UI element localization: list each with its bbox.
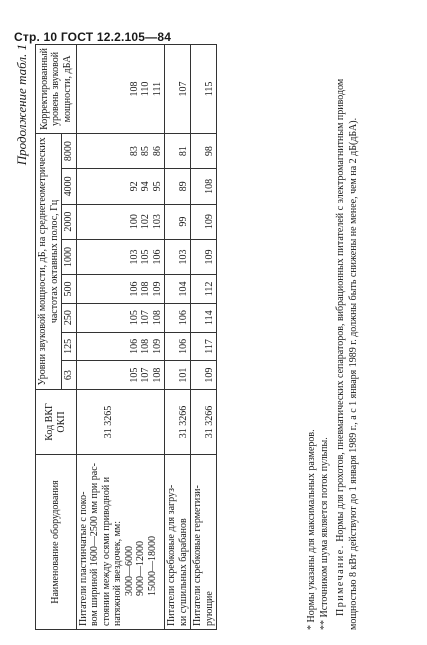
name-line: Питатели пластинчатые с поко- <box>77 491 89 626</box>
name-line: Питатели скребковые герметизи- <box>192 485 203 626</box>
value: 107 <box>140 367 151 383</box>
freq-header: 2000 <box>62 204 77 239</box>
value: 106 <box>128 281 140 297</box>
value: 108 <box>151 367 163 383</box>
value: 86 <box>151 146 163 157</box>
value: 108 <box>140 281 151 297</box>
col-header-corrected: Корректированный уровень звуковой мощности, дБА <box>36 45 77 134</box>
value-cell <box>76 332 165 361</box>
freq-header: 63 <box>62 361 77 390</box>
name-line: 15000—18000 <box>146 536 158 596</box>
value: 105 <box>140 249 151 265</box>
value: 109 <box>151 281 163 297</box>
name-line: стоянии между осями приводной и <box>100 476 112 626</box>
table-row <box>76 45 165 630</box>
value: 100 <box>128 214 140 230</box>
freq-header: 8000 <box>62 133 77 168</box>
name-line: вом шириной 1600—2500 мм при рас- <box>89 463 100 626</box>
value-cell <box>76 204 165 239</box>
name-line: натяжной звездочек, мм: <box>112 520 123 626</box>
noise-norms-table <box>35 44 217 630</box>
value: 85 <box>140 146 151 157</box>
value: 103 <box>151 214 163 230</box>
code-cell: 31 3265 <box>76 390 165 455</box>
value-cell <box>76 169 165 204</box>
table-continuation-label: Продолжение табл. 1 <box>14 44 29 166</box>
corrected-cell: 107 <box>165 45 191 134</box>
freq-header: 500 <box>62 275 77 304</box>
value-cell <box>76 239 165 274</box>
value-cell: 106 <box>165 303 191 332</box>
value: 103 <box>128 249 140 265</box>
footnote-1: * Нормы указаны для максимальных размеров. <box>306 429 317 630</box>
value: 108 <box>128 81 140 97</box>
value-cell: 112 <box>191 275 217 304</box>
value-cell: 108 <box>191 169 217 204</box>
table-row <box>165 45 191 630</box>
value-cell: 104 <box>165 275 191 304</box>
value: 110 <box>140 81 151 97</box>
col-header-code: Код ВКГ ОКП <box>36 390 77 455</box>
value-cell <box>76 275 165 304</box>
value-cell: 106 <box>165 332 191 361</box>
value-cell: 109 <box>191 204 217 239</box>
value-cell: 109 <box>191 239 217 274</box>
footnotes <box>306 44 360 630</box>
freq-header: 125 <box>62 332 77 361</box>
value-cell <box>76 133 165 168</box>
value-cell: 103 <box>165 239 191 274</box>
value: 95 <box>151 181 163 192</box>
value: 102 <box>140 214 151 230</box>
value: 108 <box>151 310 163 326</box>
value: 105 <box>128 367 140 383</box>
freq-header: 4000 <box>62 169 77 204</box>
value: 111 <box>151 81 163 97</box>
table-row <box>191 45 217 630</box>
value: 94 <box>140 181 151 192</box>
value-cell: 114 <box>191 303 217 332</box>
value-cell: 101 <box>165 361 191 390</box>
note-label: Примечание. <box>335 544 346 616</box>
page-header: Стр. 10 ГОСТ 12.2.105—84 <box>14 30 172 44</box>
value: 107 <box>140 310 151 326</box>
value: 106 <box>128 338 140 354</box>
col-header-levels: Уровни звуковой мощности, дБ, на среднегеометрических частотах октавных полос, Гц <box>36 133 62 389</box>
footnote-2: ** Источником шума является поток пульпы. <box>318 437 330 630</box>
value-cell: 81 <box>165 133 191 168</box>
value-cell <box>76 361 165 390</box>
value: 105 <box>128 310 140 326</box>
value: 109 <box>151 338 163 354</box>
name-line: рующие <box>203 591 215 626</box>
table-note <box>335 44 360 630</box>
equipment-name-cell <box>165 455 191 630</box>
col-header-name: Наименование оборудования <box>36 455 77 630</box>
value-cell: 98 <box>191 133 217 168</box>
name-line: 3000—6000 <box>123 546 135 596</box>
name-line: 9000—12000 <box>135 541 146 596</box>
freq-header: 250 <box>62 303 77 332</box>
equipment-name-cell <box>76 455 165 630</box>
corrected-cell <box>76 45 165 134</box>
value-cell <box>76 303 165 332</box>
value-cell: 99 <box>165 204 191 239</box>
corrected-cell: 115 <box>191 45 217 134</box>
rotated-content <box>10 38 410 636</box>
equipment-name-cell <box>191 455 217 630</box>
note-text: Нормы для грохотов, пневматических сепараторов, вибрационных питателей с электромагнитным приводом мощностью 8 кВт действуют до 1 января 1989 г., а с 1 января 1989 г. должны быть снижены не менее, чем на 2 дБ(дБА). <box>335 78 359 630</box>
freq-header: 1000 <box>62 239 77 274</box>
value-cell: 89 <box>165 169 191 204</box>
name-line: Питатели скребковые для загруз- <box>166 484 177 626</box>
code-cell: 31 3266 <box>165 390 191 455</box>
value: 106 <box>151 249 163 265</box>
value: 83 <box>128 146 140 157</box>
code-cell: 31 3266 <box>191 390 217 455</box>
name-line: ки сушильных барабанов <box>177 518 189 626</box>
value-cell: 117 <box>191 332 217 361</box>
value-cell: 109 <box>191 361 217 390</box>
value: 92 <box>128 181 140 192</box>
value: 108 <box>140 338 151 354</box>
